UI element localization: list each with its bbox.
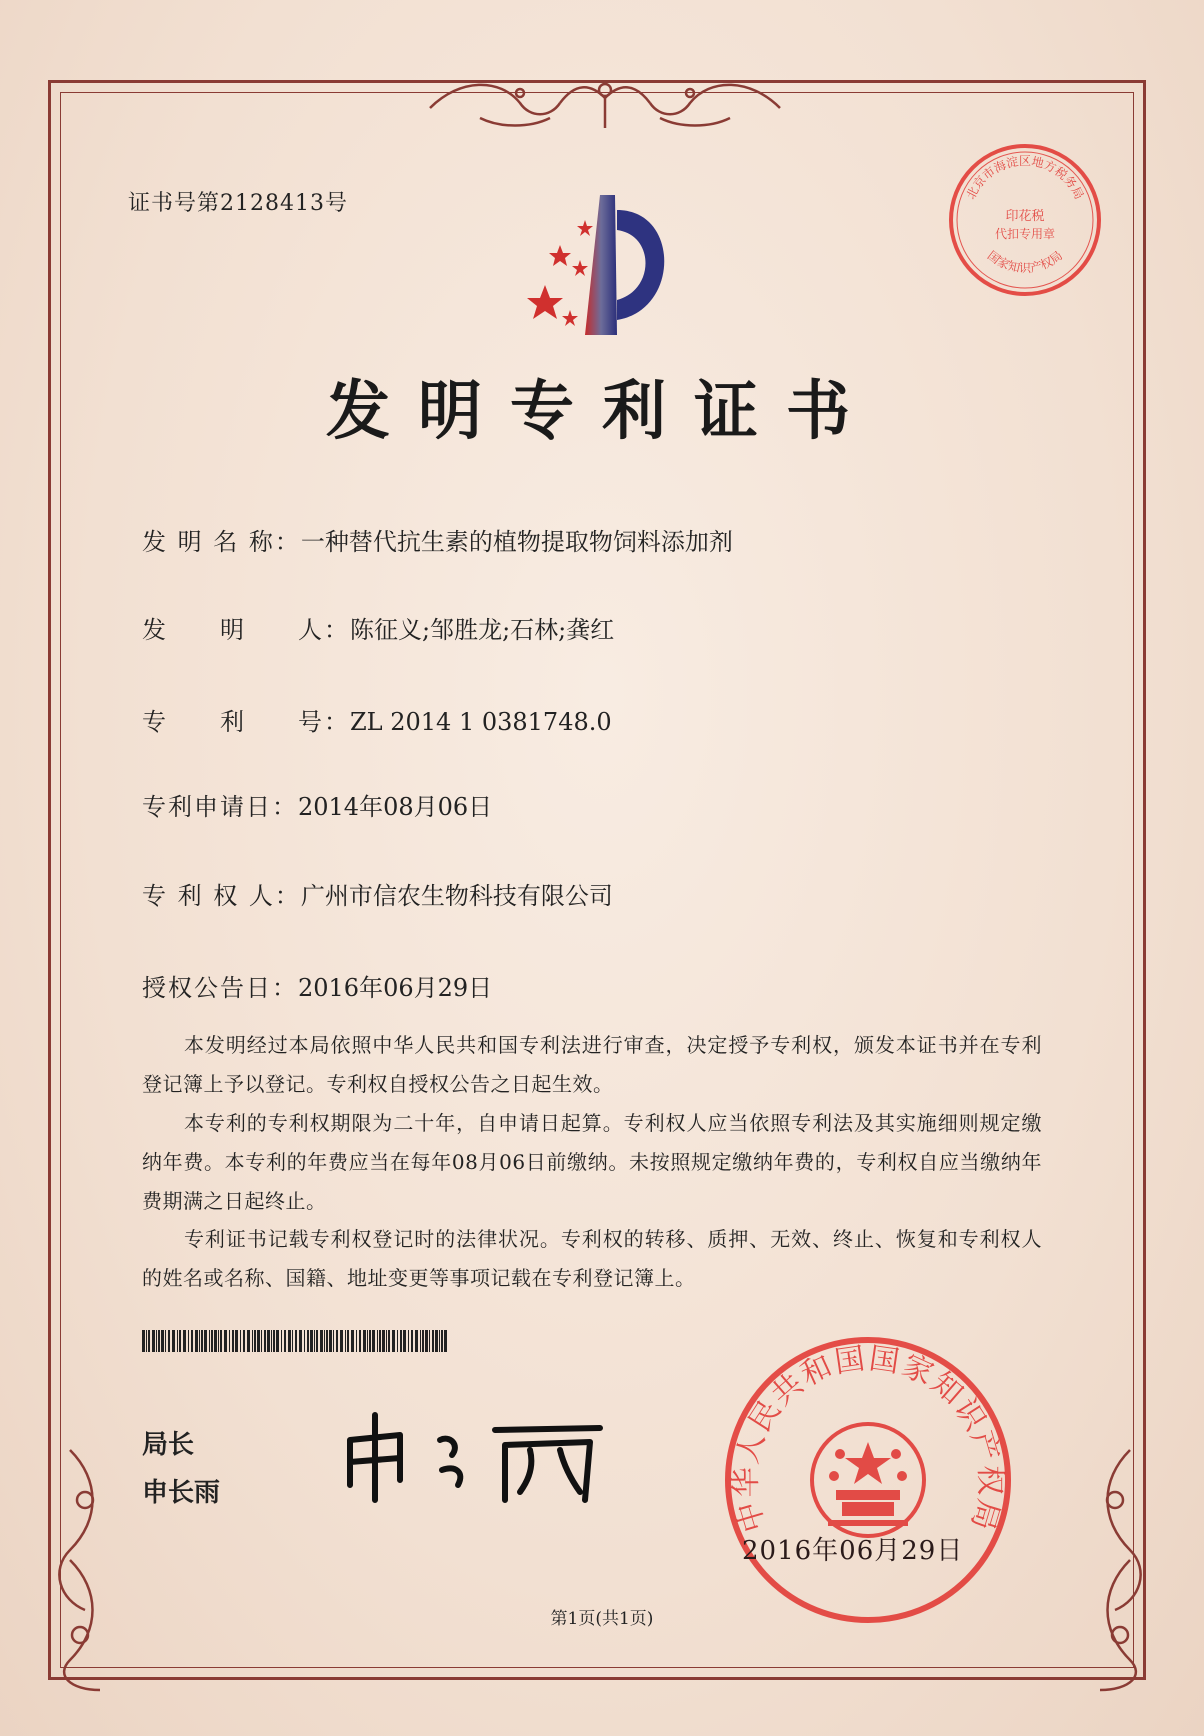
tax-stamp-outer-text: 北京市海淀区地方税务局 [963,154,1087,202]
field-patent-number [142,702,612,737]
patent-office-logo-icon [505,190,705,350]
seal-text: 中华人民共和国国家知识产权局 [728,1341,1008,1536]
invention-name-value: 一种替代抗生素的植物提取物饲料添加剂 [300,528,733,556]
application-date-value: 2014年08月06日 [298,793,493,821]
certificate-title: 发明专利证书 [326,375,878,449]
certificate-number: 证书号第2128413号 [128,191,348,216]
inventors-label: 发 明 人： [142,616,350,644]
field-patentee [142,876,613,911]
field-application-date [142,787,492,822]
top-ornament-icon [420,68,790,138]
tax-stamp-bottom-text: 国家知识产权局 [984,248,1066,276]
tax-stamp-center-text-2: 代扣专用章 [994,227,1056,241]
barcode-icon [142,1330,452,1352]
invention-name-label: 发 明 名 称： [142,528,301,556]
issue-date: 2016年06月29日 [742,1536,964,1566]
official-seal-stamp [718,1330,1018,1630]
legal-paragraph-1: 本发明经过本局依照中华人民共和国专利法进行审查，决定授予专利权，颁发本证书并在专利登记簿上予以登记。专利权自授权公告之日起生效。 [142,1033,1042,1096]
grant-date-value: 2016年06月29日 [298,974,493,1002]
tax-seal-stamp [945,140,1105,300]
svg-text:国家知识产权局 [985,248,1065,275]
field-invention-name [142,522,733,557]
grant-date-label: 授权公告日： [142,974,298,1002]
bottom-left-ornament-icon [40,1440,130,1700]
legal-paragraph-3: 专利证书记载专利权登记时的法律状况。专利权的转移、质押、无效、终止、恢复和专利权人的姓名或名称、国籍、地址变更等事项记载在专利登记簿上。 [142,1227,1042,1290]
inventors-value: 陈征义;邹胜龙;石林;龚红 [350,616,615,644]
patent-number-label: 专 利 号： [142,708,350,736]
patent-number-value: ZL 2014 1 0381748.0 [350,708,612,736]
director-title: 局长 [142,1430,195,1460]
national-emblem-icon [812,1424,924,1536]
tax-stamp-center-text-1: 印花税 [1005,209,1045,224]
page-indicator: 第1页(共1页) [550,1609,654,1629]
field-inventors [142,610,614,645]
field-grant-date [142,968,492,1003]
legal-paragraph-2: 本专利的专利权期限为二十年，自申请日起算。专利权人应当依照专利法及其实施细则规定缴纳年费。本专利的年费应当在每年08月06日前缴纳。未按照规定缴纳年费的，专利权自应当缴纳年费期满之日起终止。 [142,1111,1042,1213]
application-date-label: 专利申请日： [142,793,298,821]
director-name: 申长雨 [142,1478,221,1508]
patentee-value: 广州市信农生物科技有限公司 [300,882,613,910]
bottom-right-ornament-icon [1070,1440,1160,1700]
signature-icon [330,1400,630,1510]
patentee-label: 专 利 权 人： [142,882,301,910]
